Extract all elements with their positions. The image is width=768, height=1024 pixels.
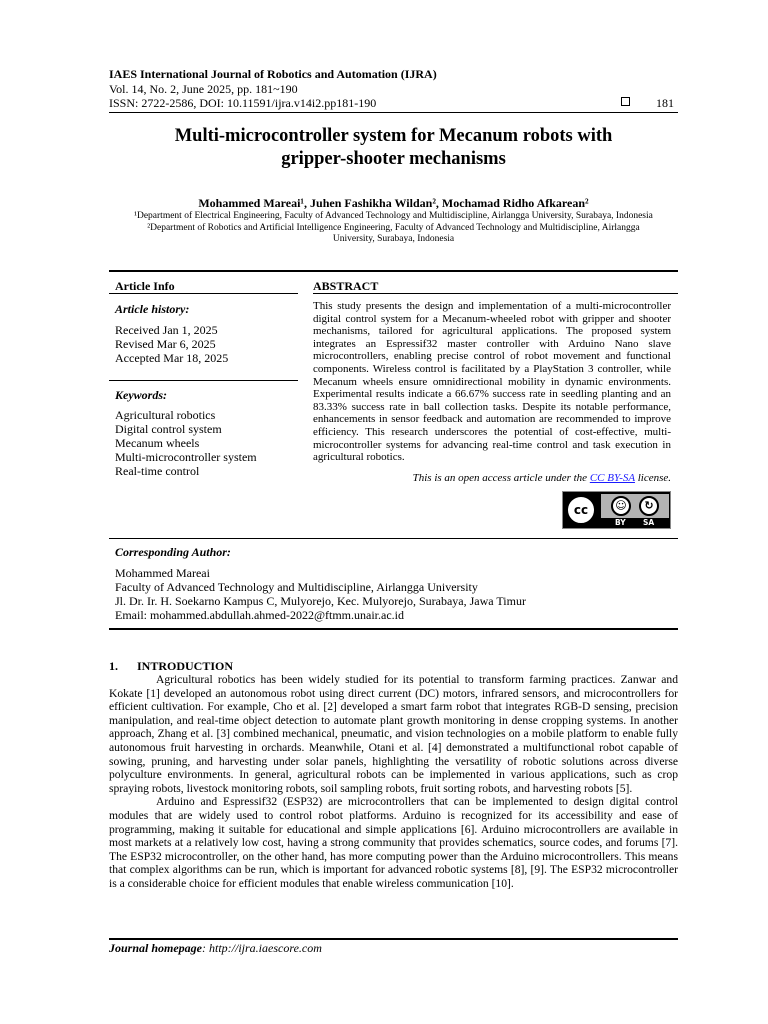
cc-by-sa-badge[interactable] xyxy=(562,491,671,529)
revised-date: Revised Mar 6, 2025 xyxy=(115,337,216,351)
title-line-1: Multi-microcontroller system for Mecanum robots with xyxy=(174,126,613,146)
keywords-list xyxy=(115,408,257,478)
creative-commons-icon: cc xyxy=(566,495,596,525)
homepage-url[interactable]: : http://ijra.iaescore.com xyxy=(202,941,322,955)
affiliation-1: ¹Department of Electrical Engineering, Faculty of Advanced Technology and Multidiscipline, Airlangga University, Surabaya, Indonesia xyxy=(134,211,653,221)
square-icon xyxy=(621,97,630,106)
keyword-item: Multi-microcontroller system xyxy=(115,450,257,464)
keyword-item: Digital control system xyxy=(115,422,222,436)
intro-paragraph-1: Agricultural robotics has been widely studied for its potential to transform farming practices. Zanwar and Kokate [1] developed an autonomous robot using direct current (DC) motors, infrared sensors, and microcontrollers for efficient cultivation. For example, Cho et al. [2] developed a smart farm robot that integrates RGB-D sensing, precision manipulation, and real-time object detection to automate plant growth monitoring in dense cropping systems. In another approach, Zhang et al. [3] combined mechanical, pneumatic, and vision technologies on a mobile platform to enable fully autonomous fruit harvesting in orchards. Meanwhile, Otani et al. [4] demonstrated a multifunctional robot capable of sowing, pruning, and harvesting under solar panels, highlighting the versatility of robotic solutions across diverse polyculture environments. In general, agricultural robots can be implemented in various applications, such as crop spraying robots, livestock monitoring robots, soil sampling robots, fruit sorting robots, and harvesting robots [5]. xyxy=(109,673,678,795)
authors: Mohammed Mareai¹, Juhen Fashikha Wildan², Mochamad Ridho Afkarean² xyxy=(198,196,589,210)
title-line-2: gripper-shooter mechanisms xyxy=(281,149,506,169)
keyword-item: Agricultural robotics xyxy=(115,408,216,422)
header-divider xyxy=(109,112,678,113)
section-number: 1. xyxy=(109,659,118,673)
license-link[interactable]: CC BY-SA xyxy=(589,472,635,484)
corresponding-author-label: Corresponding Author: xyxy=(115,545,231,559)
article-info-heading: Article Info xyxy=(115,279,175,293)
info-top-rule xyxy=(109,270,678,272)
keyword-item: Mecanum wheels xyxy=(115,436,200,450)
keywords-label: Keywords: xyxy=(115,388,167,402)
accepted-date: Accepted Mar 18, 2025 xyxy=(115,351,229,365)
homepage-label: Journal homepage xyxy=(109,941,203,955)
section-heading xyxy=(109,659,233,674)
person-attribution-icon: ☺ xyxy=(611,496,631,516)
keyword-item: Real-time control xyxy=(115,464,200,478)
info-bottom-rule xyxy=(109,538,678,539)
affiliation-2: ²Department of Robotics and Artificial Intelligence Engineering, Faculty of Advanced Technology and Multidiscipline, Airlangga xyxy=(147,222,640,233)
history-divider xyxy=(109,380,298,381)
page-number: 181 xyxy=(656,96,674,110)
received-date: Received Jan 1, 2025 xyxy=(115,323,218,337)
corresponding-address: Jl. Dr. Ir. H. Soekarno Kampus C, Mulyorejo, Kec. Mulyorejo, Surabaya, Jawa Timur xyxy=(115,594,526,608)
footer-divider xyxy=(109,938,678,940)
corresponding-email: Email: mohammed.abdullah.ahmed-2022@ftmm.unair.ac.id xyxy=(115,608,404,622)
intro-body xyxy=(109,673,678,891)
journal-name: IAES International Journal of Robotics and Automation (IJRA) xyxy=(109,67,437,81)
abstract-text: This study presents the design and implementation of a multi-microcontroller digital control system for a Mecanum-wheeled robot with gripper and shooter mechanisms, tailored for agricultural applications. The proposed system integrates an Espressif32 master controller with Arduino Nano slave microcontrollers, enabling precise control of robot movement and functional components. Wireless control is facilitated by a PlayStation 3 controller, while Mecanum wheels ensure omnidirectional mobility in dynamic environments. Experimental results indicate a 66.67% success rate in seedling planting and an 83.33% success rate in ball collection tasks. Despite its notable performance, enhancements in sensor feedback and automation are recommended to improve efficiency. This research underscores the potential of cost-effective, multi-microcontroller systems for advancing real-time control and task execution in agricultural robotics. xyxy=(313,300,671,464)
volume-info: Vol. 14, No. 2, June 2025, pp. 181~190 xyxy=(109,82,298,96)
issn-doi: ISSN: 2722-2586, DOI: 10.11591/ijra.v14i2.pp181-190 xyxy=(109,96,377,110)
license-line xyxy=(313,472,671,484)
paper-title xyxy=(109,125,678,171)
badge-by-label: BY xyxy=(615,518,626,527)
affiliation-3: University, Surabaya, Indonesia xyxy=(332,234,455,244)
affiliations xyxy=(109,211,678,246)
article-history-label: Article history: xyxy=(115,302,190,316)
intro-paragraph-2: Arduino and Espressif32 (ESP32) are microcontrollers that can be implemented to design digital control modules that are widely used to control robot platforms. Arduino is recognized for its accessibility and ease of programming, making it suitable for educational and simple applications [6]. Arduino microcontrollers are available in most markets at a relatively low cost, having a strong community that provides schematics, source codes, and forums [7]. The ESP32 microcontroller, on the other hand, has more computing power than the Arduino microcontrollers. This means that complex algorithms can be run, which is important for advanced robotic systems [8], [9]. The ESP32 microcontroller is a considerable choice for efficient modules that enable wireless communication [10]. xyxy=(109,795,678,890)
license-suffix: license. xyxy=(634,472,671,484)
corresponding-name: Mohammed Mareai xyxy=(115,566,210,580)
corresponding-faculty: Faculty of Advanced Technology and Multidiscipline, Airlangga University xyxy=(115,580,478,594)
badge-sa-label: SA xyxy=(643,518,655,527)
license-prefix: This is an open access article under the xyxy=(412,472,590,484)
section-title: INTRODUCTION xyxy=(137,659,234,673)
abstract-heading: ABSTRACT xyxy=(313,279,379,293)
corresponding-bottom-rule xyxy=(109,628,678,630)
share-alike-icon: ↻ xyxy=(639,496,659,516)
journal-homepage xyxy=(109,941,322,956)
